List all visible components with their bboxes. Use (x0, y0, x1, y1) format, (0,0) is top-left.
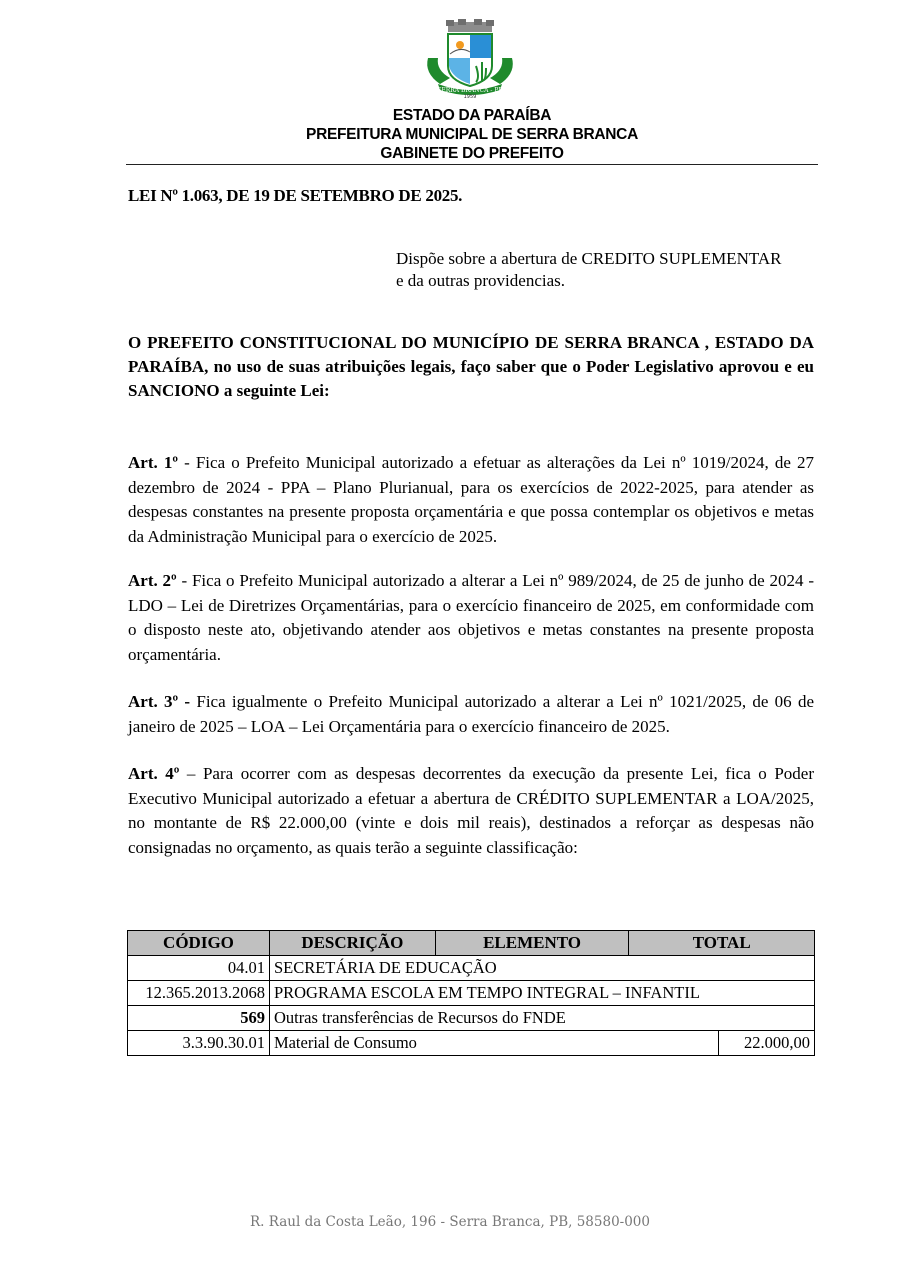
article-3-label: Art. 3º - (128, 692, 191, 711)
table-row (128, 956, 815, 981)
article-2 (128, 569, 814, 667)
header-office: GABINETE DO PREFEITO (380, 145, 564, 162)
article-3 (128, 690, 814, 739)
crest-year: 1959 (463, 94, 477, 98)
article-1 (128, 451, 814, 549)
law-title: LEI Nº 1.063, DE 19 DE SETEMBRO DE 2025. (128, 186, 463, 205)
table-header-row (128, 931, 815, 956)
table-row (128, 1031, 815, 1056)
article-3-text: Fica igualmente o Prefeito Municipal autorizado a alterar a Lei nº 1021/2025, de 06 de janeiro de 2025 – LOA – Lei Orçamentária para o exercício financeiro de 2025. (128, 692, 814, 736)
footer-address: R. Raul da Costa Leão, 196 - Serra Branca, PB, 58580-000 (250, 1214, 650, 1230)
header-descricao: DESCRIÇÃO (269, 931, 435, 956)
budget-table (127, 930, 815, 1056)
header-codigo: CÓDIGO (128, 931, 270, 956)
row-description: Outras transferências de Recursos do FNDE (269, 1006, 814, 1031)
row-description: PROGRAMA ESCOLA EM TEMPO INTEGRAL – INFANTIL (269, 981, 814, 1006)
ementa-line-1: Dispõe sobre a abertura de CREDITO SUPLEMENTAR (396, 249, 782, 268)
article-4-text: – Para ocorrer com as despesas decorrentes da execução da presente Lei, fica o Poder Executivo Municipal autorizado a efetuar a abertura de CRÉDITO SUPLEMENTAR a LOA/2025, no montante de R$ 22.000,00 (vinte e dois mil reais), destinados a reforçar as despesas não consignadas no orçamento, as quais terão a seguinte classificação: (128, 764, 814, 857)
row-code: 04.01 (128, 956, 270, 981)
row-description: SECRETÁRIA DE EDUCAÇÃO (269, 956, 814, 981)
article-1-label: Art. 1º (128, 453, 178, 472)
header-divider (126, 164, 818, 165)
row-description: Material de Consumo (269, 1031, 718, 1056)
header-total: TOTAL (629, 931, 815, 956)
ementa (396, 248, 826, 292)
row-code: 3.3.90.30.01 (128, 1031, 270, 1056)
ementa-line-2: e da outras providencias. (396, 271, 565, 290)
row-code: 12.365.2013.2068 (128, 981, 270, 1006)
table-row (128, 1006, 815, 1031)
row-code: 569 (128, 1006, 270, 1031)
header-prefecture: PREFEITURA MUNICIPAL DE SERRA BRANCA (306, 126, 638, 143)
preamble: O PREFEITO CONSTITUCIONAL DO MUNICÍPIO DE SERRA BRANCA , ESTADO DA PARAÍBA, no uso de suas atribuições legais, faço saber que o Poder Legislativo aprovou e eu SANCIONO a seguinte Lei: (128, 333, 814, 400)
article-2-label: Art. 2º (128, 571, 177, 590)
article-1-text: - Fica o Prefeito Municipal autorizado a efetuar as alterações da Lei nº 1019/2024, de 27 dezembro de 2024 - PPA – Plano Plurianual, para os exercícios de 2022-2025, para atender as despesas constantes na presente proposta orçamentária e que possa contemplar os objetivos e metas da Administração Municipal para o exercício de 2025. (128, 453, 814, 546)
article-4-label: Art. 4º (128, 764, 180, 783)
header-state: ESTADO DA PARAÍBA (392, 107, 552, 124)
crest-motto: SERRA BRANCA - PB (437, 87, 503, 94)
table-row (128, 981, 815, 1006)
header-elemento: ELEMENTO (435, 931, 629, 956)
article-4 (128, 762, 814, 860)
article-2-text: - Fica o Prefeito Municipal autorizado a alterar a Lei nº 989/2024, de 25 de junho de 2024 - LDO – Lei de Diretrizes Orçamentárias, para o exercício financeiro de 2025, em conformidade com o disposto neste ato, objetivando atender aos objetivos e metas constantes na presente proposta orçamentária. (128, 571, 814, 664)
row-total: 22.000,00 (719, 1031, 815, 1056)
coat-of-arms-icon (420, 18, 520, 98)
